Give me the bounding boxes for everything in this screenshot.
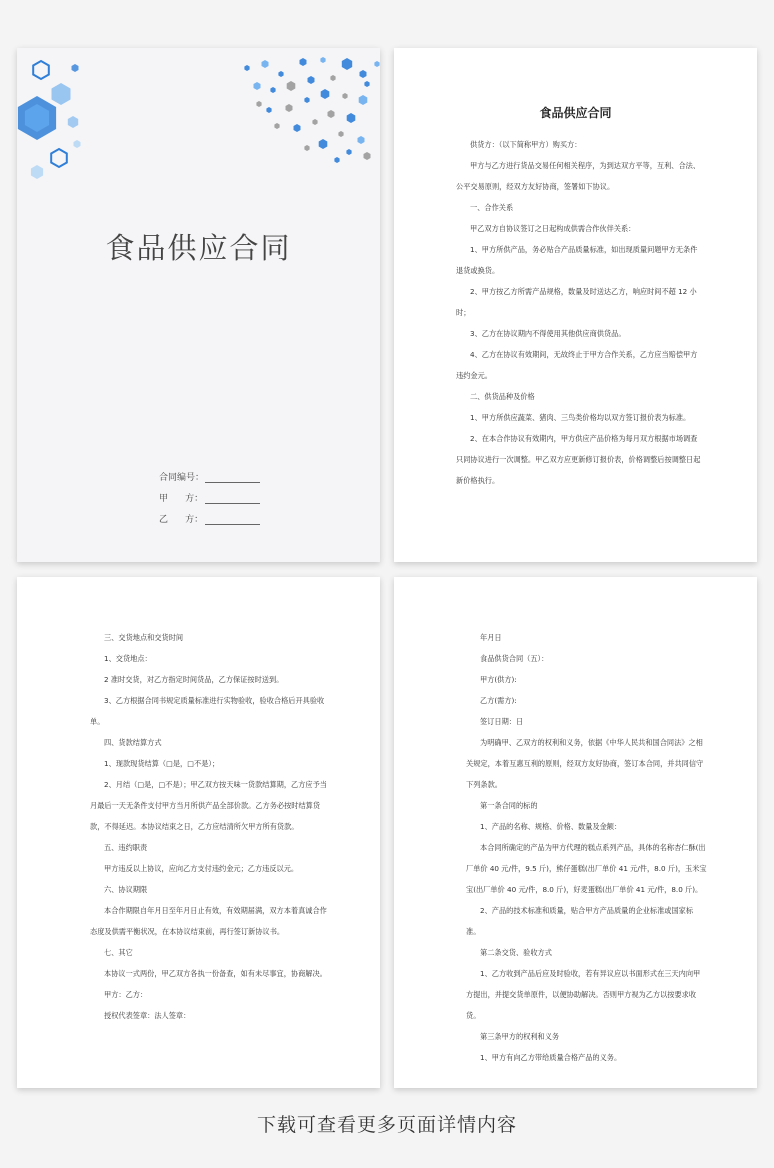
hexagon-shape [304, 145, 309, 151]
hexagon-shape [254, 82, 261, 90]
page2-body [456, 134, 701, 491]
contract-page-2 [394, 48, 757, 562]
party-a-field [159, 483, 260, 504]
party-b-label: 乙 方： [159, 515, 204, 525]
hexagon-shape [320, 57, 325, 63]
hexagon-shape [342, 58, 352, 70]
party-a-label: 甲 方： [159, 494, 204, 504]
hexagon-shape [364, 81, 369, 87]
party-b-line [205, 514, 260, 525]
hexagon-shape [330, 75, 335, 81]
contract-number-label: 合同编号： [159, 473, 205, 483]
paragraph: 1、甲方有向乙方带给质量合格产品的义务。 [480, 1053, 622, 1062]
paragraph: 签订日期：日 [480, 717, 524, 726]
hexagon-shape [342, 93, 347, 99]
paragraph: 1、交货地点： [104, 654, 152, 663]
section-heading: 第三条甲方的权利和义务 [480, 1032, 560, 1041]
section-heading: 六、协议期限 [104, 885, 148, 894]
section-heading: 第一条合同的标的 [480, 801, 538, 810]
hexagon-shape [300, 58, 307, 66]
signature-parties: 甲方：乙方： [104, 990, 148, 999]
hexagon-shape [244, 65, 249, 71]
hexagon-shape [358, 136, 365, 144]
section-heading: 七、其它 [104, 948, 133, 957]
hexagon-shape [31, 165, 43, 179]
hexagon-shape [262, 60, 269, 68]
section-heading: 四、货款结算方式 [104, 738, 162, 747]
hexagon-shape [74, 140, 81, 148]
paragraph: 本合作期限自年月日至年月日止有效，有效期届满，双方本着真诚合作态度及供需平衡状况，在本协议结束前，再行签订新协议书。 [90, 906, 327, 936]
cover-title: 食品供应合同 [105, 231, 292, 265]
page3-body [90, 627, 328, 1026]
hexagon-shape [319, 139, 328, 149]
hexagon-pattern-left [17, 48, 97, 188]
hexagon-shape [359, 95, 368, 105]
paragraph: 2 准时交货，对乙方指定时间货品，乙方保证按时送到。 [104, 675, 284, 684]
hexagon-shape [270, 87, 275, 93]
download-more-caption: 下载可查看更多页面详情内容 [256, 1114, 517, 1136]
hexagon-pattern-right [237, 56, 380, 166]
paragraph: 年月日 [480, 633, 502, 642]
paragraph: 本协议一式两份，甲乙双方各执一份备查，如有未尽事宜，协商解决。 [104, 969, 327, 978]
party-b-field [159, 504, 260, 525]
hexagon-shape [52, 83, 71, 105]
hexagon-shape [312, 119, 317, 125]
paragraph: 1、甲方所供应蔬菜、猪肉、三鸟类价格均以双方签订报价表为标准。 [470, 413, 691, 422]
hexagon-shape [68, 116, 78, 128]
paragraph: 甲方违反以上协议，应向乙方支付违约金元；乙方违反以元。 [104, 864, 299, 873]
hexagon-shape [294, 124, 301, 132]
paragraph: 1、甲方所供产品，务必贴合产品质量标准，如出现质量问题甲方无条件退货或换货。 [456, 245, 698, 275]
hexagon-shape [321, 89, 330, 99]
hexagon-shape [51, 149, 67, 167]
paragraph: 3、乙方在协议期内不得使用其他供应商供货品。 [470, 329, 626, 338]
section-heading: 一、合作关系 [470, 203, 514, 212]
paragraph: 1、产品的名称、规格、价格、数量及金额： [480, 822, 622, 831]
contract-page-4 [394, 577, 757, 1088]
paragraph: 2、甲方按乙方所需产品规格，数量及时送达乙方，响应时间不超 12 小时； [456, 287, 697, 317]
contract-number-line [205, 472, 260, 483]
section-heading: 三、交货地点和交货时间 [104, 633, 184, 642]
paragraph: 1、现款现货结算（□是，□不是）； [104, 759, 220, 768]
hexagon-shape [374, 61, 379, 67]
hexagon-shape [338, 131, 343, 137]
hexagon-shape [308, 76, 315, 84]
paragraph: 甲方与乙方进行货品交易任何相关程序，为到达双方平等，互利、合法、公平交易原则，经双方友好协商，签署如下协议。 [456, 161, 701, 191]
paragraph: 4、乙方在协议有效期间，无故终止于甲方合作关系，乙方应当赔偿甲方违约金元。 [456, 350, 698, 380]
contract-number-field [159, 462, 260, 483]
document-title: 食品供应合同 [539, 106, 612, 120]
signature-seals: 授权代表签章：法人签章： [104, 1011, 191, 1020]
hexagon-shape [364, 152, 371, 160]
paragraph: 1、乙方收到产品后应及时验收，若有异议应以书面形式在三天内向甲方提出，并提交货单原件，以便协助解决。否则甲方视为乙方以按要求收货。 [466, 969, 701, 1020]
hexagon-shape [274, 123, 279, 129]
hexagon-shape [347, 113, 356, 123]
hexagon-shape [304, 97, 309, 103]
paragraph: 甲方(供方): [480, 675, 517, 684]
hexagon-shape [33, 61, 49, 79]
paragraph: 2、产品的技术标准和质量，贴合甲方产品质量的企业标准或国家标准。 [466, 906, 694, 936]
paragraph: 食品供货合同（五）： [480, 654, 549, 663]
hexagon-shape [286, 104, 293, 112]
cover-fields [159, 462, 260, 525]
hexagon-shape [328, 110, 335, 118]
hexagon-shape [256, 101, 261, 107]
paragraph: 乙方(需方): [480, 696, 517, 705]
paragraph: 本合同所确定的产品为甲方代理的糕点系列产品，具体的名称杏仁酥(出厂单价 40 元/件，9.5 斤)，熊仔蛋糕(出厂单价 41 元/件，8.0 斤)，玉米宝宝(出厂单价 40 元/件，8.0 斤)，好麦蛋糕(出厂单价 41 元/件，8.0 斤)。 [466, 843, 707, 894]
paragraph: 供货方：（以下简称甲方）购买方： [470, 140, 582, 149]
party-a-line [205, 493, 260, 504]
paragraph: 2、在本合作协议有效期内，甲方供应产品价格为每月双方根据市场调查只同协议进行一次调整。甲乙双方应更新修订报价表，价格调整后按调整日起新价格执行。 [456, 434, 701, 485]
hexagon-shape [287, 81, 296, 91]
hexagon-shape [278, 71, 283, 77]
hexagon-shape [266, 107, 271, 113]
section-heading: 五、违约职责 [104, 843, 148, 852]
page4-body [466, 627, 707, 1068]
section-heading: 二、供货品种及价格 [470, 392, 535, 401]
hexagon-shape [72, 64, 79, 72]
contract-page-3 [17, 577, 380, 1088]
hexagon-shape [334, 157, 339, 163]
hexagon-shape [360, 70, 367, 78]
paragraph: 2、月结（□是，□不是）；甲乙双方按天味一货款结算期，乙方应予当月最后一天无条件支付甲方当月所供产品全部价款。乙方务必按时结算货款，不得延迟。本协议结束之日，乙方应结清所欠甲方所有货款。 [90, 780, 327, 831]
paragraph: 为明确甲、乙双方的权利和义务，依据《中华人民共和国合同法》之相关规定，本着互惠互利的原则，经双方友好协商，签订本合同，并共同信守下列条款。 [466, 738, 704, 789]
paragraph: 甲乙双方自协议签订之日起构成供需合作伙伴关系： [470, 224, 636, 233]
cover-page [17, 48, 380, 562]
section-heading: 第二条交货、验收方式 [480, 948, 552, 957]
paragraph: 3、乙方根据合同书规定质量标准进行实物验收，验收合格后开具验收单。 [90, 696, 325, 726]
hexagon-shape [346, 149, 351, 155]
